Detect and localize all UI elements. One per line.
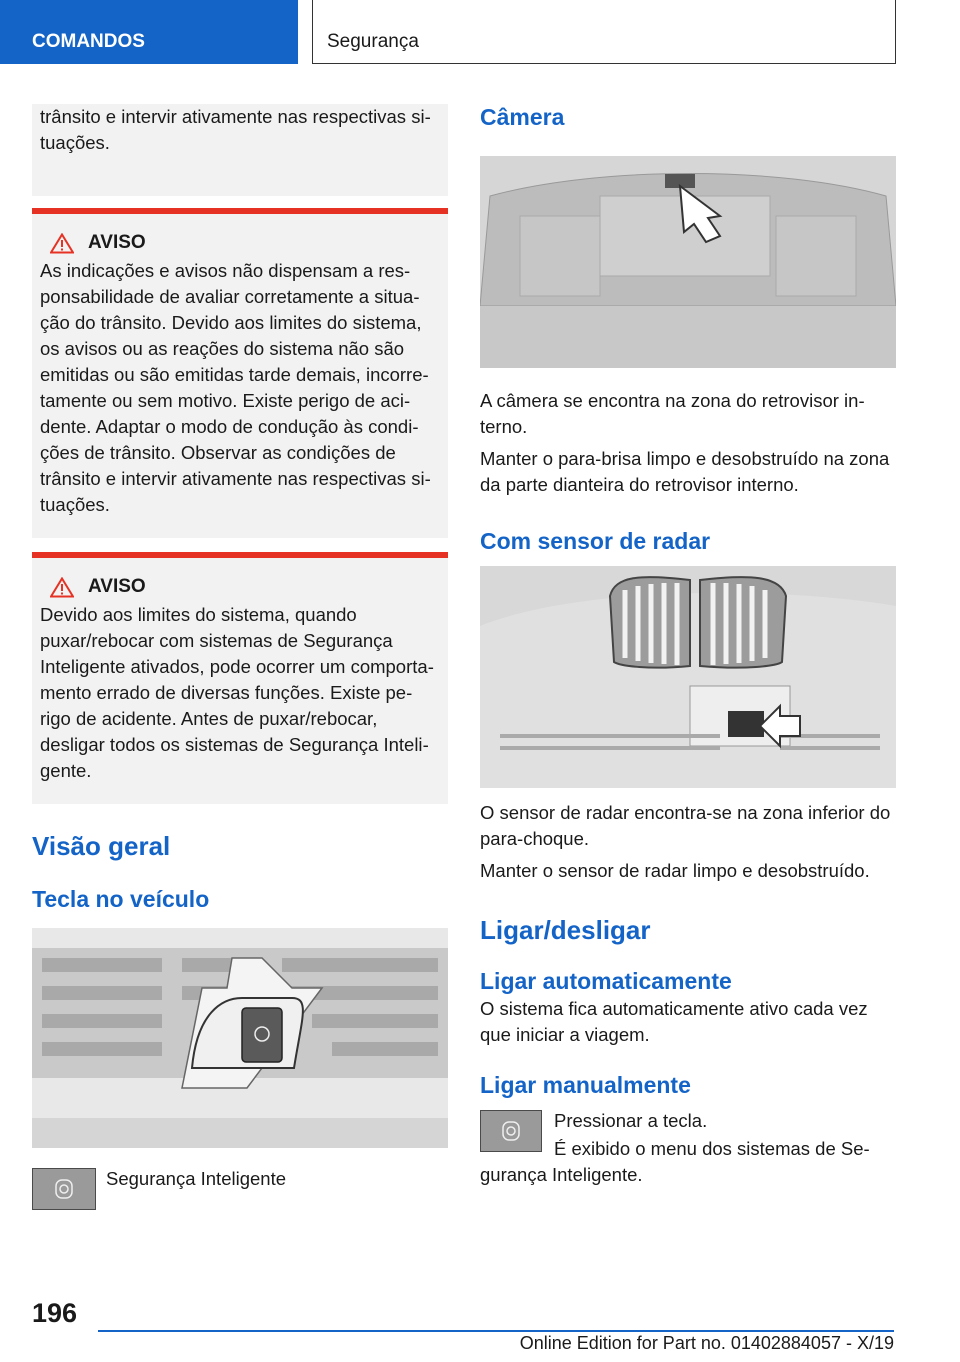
warning-label: AVISO — [88, 232, 146, 253]
button-caption: Segurança Inteligente — [106, 1168, 286, 1189]
heading-auto-on: Ligar automaticamente — [480, 968, 732, 994]
footer-edition: Online Edition for Part no. 01402884057 - X/19 — [519, 1333, 894, 1353]
camera-text-1: A câmera se encontra na zona do retrovisor interno. — [480, 390, 865, 437]
button-panel-illustration — [32, 928, 448, 1148]
heading-on-off: Ligar/desligar — [480, 915, 651, 945]
warning-text-2: Devido aos limites do sistema, quando puxar/rebocar com sistemas de Segurança Inteligente ativados, pode ocorrer um comportamento errado de diversas funções. Existe perigo de acidente. Antes de puxar/rebocar, desligar todos os sistemas de Segurança Inteligente. — [40, 604, 434, 781]
manual-on-text-1: Pressionar a tecla. — [554, 1110, 708, 1131]
button-caption-row — [32, 1168, 448, 1210]
heading-button-in-vehicle: Tecla no veículo — [32, 886, 210, 912]
auto-on-text: O sistema fica automaticamente ativo cada vez que iniciar a viagem. — [480, 998, 868, 1045]
right-column — [480, 100, 896, 1188]
radar-illustration — [480, 566, 896, 788]
figure-button-panel — [32, 928, 448, 1148]
left-column — [32, 100, 448, 1210]
camera-text-2: Manter o para-brisa limpo e desobstruído na zona da parte dianteira do retrovisor interno. — [480, 448, 890, 495]
radar-text-2: Manter o sensor de radar limpo e desobstruído. — [480, 860, 870, 881]
figure-camera — [480, 156, 896, 368]
intelligent-safety-button-icon — [480, 1110, 542, 1152]
warning-label: AVISO — [88, 576, 146, 597]
warning-triangle-icon — [50, 233, 74, 254]
footer-divider — [98, 1330, 894, 1332]
warning-triangle-icon — [50, 577, 74, 598]
intelligent-safety-button-icon — [32, 1168, 96, 1210]
warning-box-2 — [32, 552, 448, 804]
heading-manual-on: Ligar manualmente — [480, 1072, 691, 1098]
figure-radar — [480, 566, 896, 788]
heading-camera: Câmera — [480, 104, 565, 130]
continued-text: trânsito e intervir ativamente nas respectivas situações. — [40, 106, 431, 153]
heading-radar: Com sensor de radar — [480, 528, 711, 554]
heading-overview: Visão geral — [32, 831, 171, 861]
camera-illustration — [480, 156, 896, 368]
page-number: 196 — [32, 1298, 78, 1328]
warning-title-2 — [40, 576, 434, 598]
manual-on-text-2: É exibido o menu dos sistemas de Segurança Inteligente. — [480, 1138, 870, 1185]
warning-title-1 — [40, 232, 434, 254]
radar-text-1: O sensor de radar encontra-se na zona inferior do para-choque. — [480, 802, 891, 849]
warning-text-1: As indicações e avisos não dispensam a responsabilidade de avaliar corretamente a situação do trânsito. Devido aos limites do sistema, os avisos ou as reações do sistema não são emitidas ou são emitidas tarde demais, incorretamente ou sem motivo. Existe perigo de acidente. Adaptar o modo de condução às condições de trânsito. Observar as condições de trânsito e intervir ativamente nas respectivas situações. — [40, 260, 431, 515]
chapter-tab: COMANDOS — [0, 0, 298, 64]
continued-note-box — [32, 104, 448, 196]
section-title: Segurança — [312, 0, 896, 64]
warning-box-1 — [32, 208, 448, 538]
